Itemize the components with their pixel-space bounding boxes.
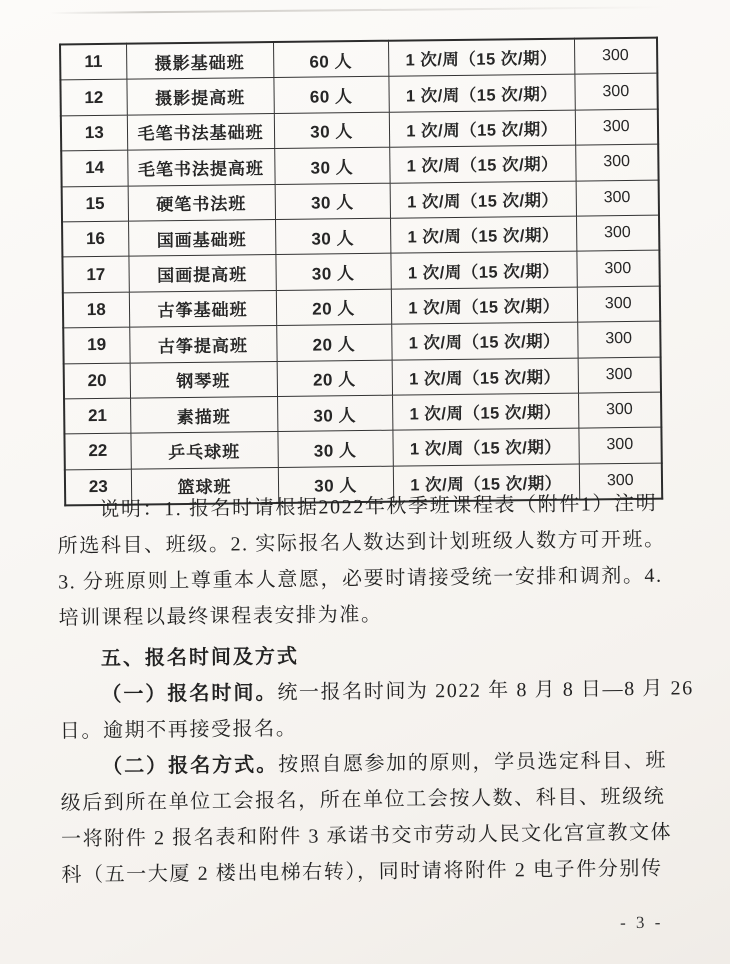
- table-cell: 300: [575, 109, 658, 145]
- item1-line-1-text: 统一报名时间为 2022 年 8 月 8 日—8 月 26: [277, 677, 694, 705]
- item1-line-2: 日。逾期不再接受报名。: [59, 717, 298, 743]
- table-cell: 1 次/周（15 次/期）: [389, 145, 575, 182]
- table-cell: 17: [62, 257, 128, 293]
- table-cell: 钢琴班: [130, 361, 277, 398]
- table-cell: 11: [60, 44, 126, 81]
- table-cell: 300: [574, 38, 657, 75]
- table-cell: 300: [574, 74, 657, 110]
- table-cell: 20: [64, 363, 130, 399]
- table-cell: 篮球班: [131, 467, 278, 505]
- table-cell: 1 次/周（15 次/期）: [391, 287, 577, 324]
- item1-line-1: [59, 670, 694, 713]
- note-line-1: 说明：1. 报名时请根据2022年秋季班课程表（附件1）注明: [99, 492, 658, 522]
- table-cell: 18: [63, 292, 129, 328]
- table-cell: 30 人: [274, 112, 389, 149]
- section-heading: 五、报名时间及方式: [100, 645, 300, 671]
- table-cell: 30 人: [275, 183, 390, 220]
- item2-lead: （二）报名方式。: [102, 754, 279, 778]
- table-cell: 13: [61, 115, 127, 151]
- table-cell: 60 人: [273, 41, 388, 78]
- table-cell: 古筝基础班: [129, 290, 276, 327]
- note-line-2: 所选科目、班级。2. 实际报名人数达到计划班级人数方可开班。: [57, 528, 666, 558]
- table-cell: 21: [64, 398, 130, 434]
- page-number: - 3 -: [619, 912, 664, 933]
- table-cell: 30 人: [275, 254, 390, 291]
- table-cell: 1 次/周（15 次/期）: [389, 110, 575, 147]
- item1-lead: （一）报名时间。: [101, 682, 278, 707]
- item2-line-4: 科（五一大厦 2 楼出电梯右转），同时请将附件 2 电子件分别传: [61, 857, 663, 887]
- table-cell: 20 人: [276, 324, 391, 361]
- note-line-4: 培训课程以最终课程表安排为准。: [58, 603, 383, 630]
- table-cell: 1 次/周（15 次/期）: [390, 216, 576, 253]
- table-cell: 30 人: [277, 430, 392, 467]
- item2-line-3: 一将附件 2 报名表和附件 3 承诺书交市劳动人民文化宫宣教文体: [60, 821, 673, 851]
- class-table-body: [60, 38, 662, 506]
- note-line-3: 3. 分班原则上尊重本人意愿，必要时请接受统一安排和调剂。4.: [57, 564, 663, 594]
- table-cell: 19: [63, 327, 129, 363]
- table-cell: 1 次/周（15 次/期）: [388, 39, 574, 77]
- table-cell: 硬笔书法班: [128, 184, 275, 221]
- table-cell: 1 次/周（15 次/期）: [390, 251, 576, 288]
- table-cell: 毛笔书法基础班: [127, 113, 274, 150]
- table-cell: 素描班: [130, 396, 277, 433]
- table-cell: 16: [62, 221, 128, 257]
- table-cell: 1 次/周（15 次/期）: [390, 181, 576, 218]
- table-cell: 1 次/周（15 次/期）: [388, 74, 574, 111]
- table-cell: 14: [61, 150, 127, 186]
- body-text: [57, 485, 694, 893]
- table-cell: 摄影基础班: [126, 42, 273, 80]
- table-cell: 300: [576, 250, 659, 286]
- table-cell: 乒乓球班: [130, 432, 277, 469]
- table-cell: 1 次/周（15 次/期）: [392, 358, 578, 395]
- table-cell: 300: [577, 321, 660, 357]
- table-cell: 20 人: [276, 289, 391, 326]
- table-cell: 摄影提高班: [126, 78, 273, 115]
- table-cell: 30 人: [277, 395, 392, 432]
- table-cell: 300: [575, 144, 658, 180]
- table-cell: 国画提高班: [128, 255, 275, 292]
- table-cell: 300: [578, 427, 661, 463]
- table-cell: 23: [65, 469, 131, 506]
- table-cell: 30 人: [278, 466, 393, 503]
- table-cell: 古筝提高班: [129, 326, 276, 363]
- item2-line-1-text: 按照自愿参加的原则，学员选定科目、班: [278, 749, 668, 777]
- table-cell: 300: [579, 463, 662, 500]
- table-cell: 国画基础班: [128, 219, 275, 256]
- table-cell: 30 人: [274, 147, 389, 184]
- table-cell: 300: [576, 215, 659, 251]
- table-cell: 300: [578, 392, 661, 428]
- table-cell: 1 次/周（15 次/期）: [391, 322, 577, 359]
- table-cell: 30 人: [275, 218, 390, 255]
- table-cell: 300: [576, 180, 659, 216]
- item2-line-2: 级后到所在单位工会报名，所在单位工会按人数、科目、班级统: [60, 785, 666, 815]
- table-cell: 22: [64, 433, 130, 469]
- table-cell: 15: [62, 186, 128, 222]
- table-cell: 20 人: [277, 360, 392, 397]
- table-cell: 1 次/周（15 次/期）: [392, 428, 578, 465]
- table-cell: 毛笔书法提高班: [127, 149, 274, 186]
- table-cell: 300: [578, 357, 661, 393]
- table-cell: 1 次/周（15 次/期）: [392, 393, 578, 430]
- class-schedule-table: [59, 37, 663, 507]
- table-cell: 60 人: [273, 77, 388, 114]
- table-cell: 1 次/周（15 次/期）: [393, 464, 579, 502]
- table-cell: 12: [60, 80, 126, 116]
- table-cell: 300: [577, 286, 660, 322]
